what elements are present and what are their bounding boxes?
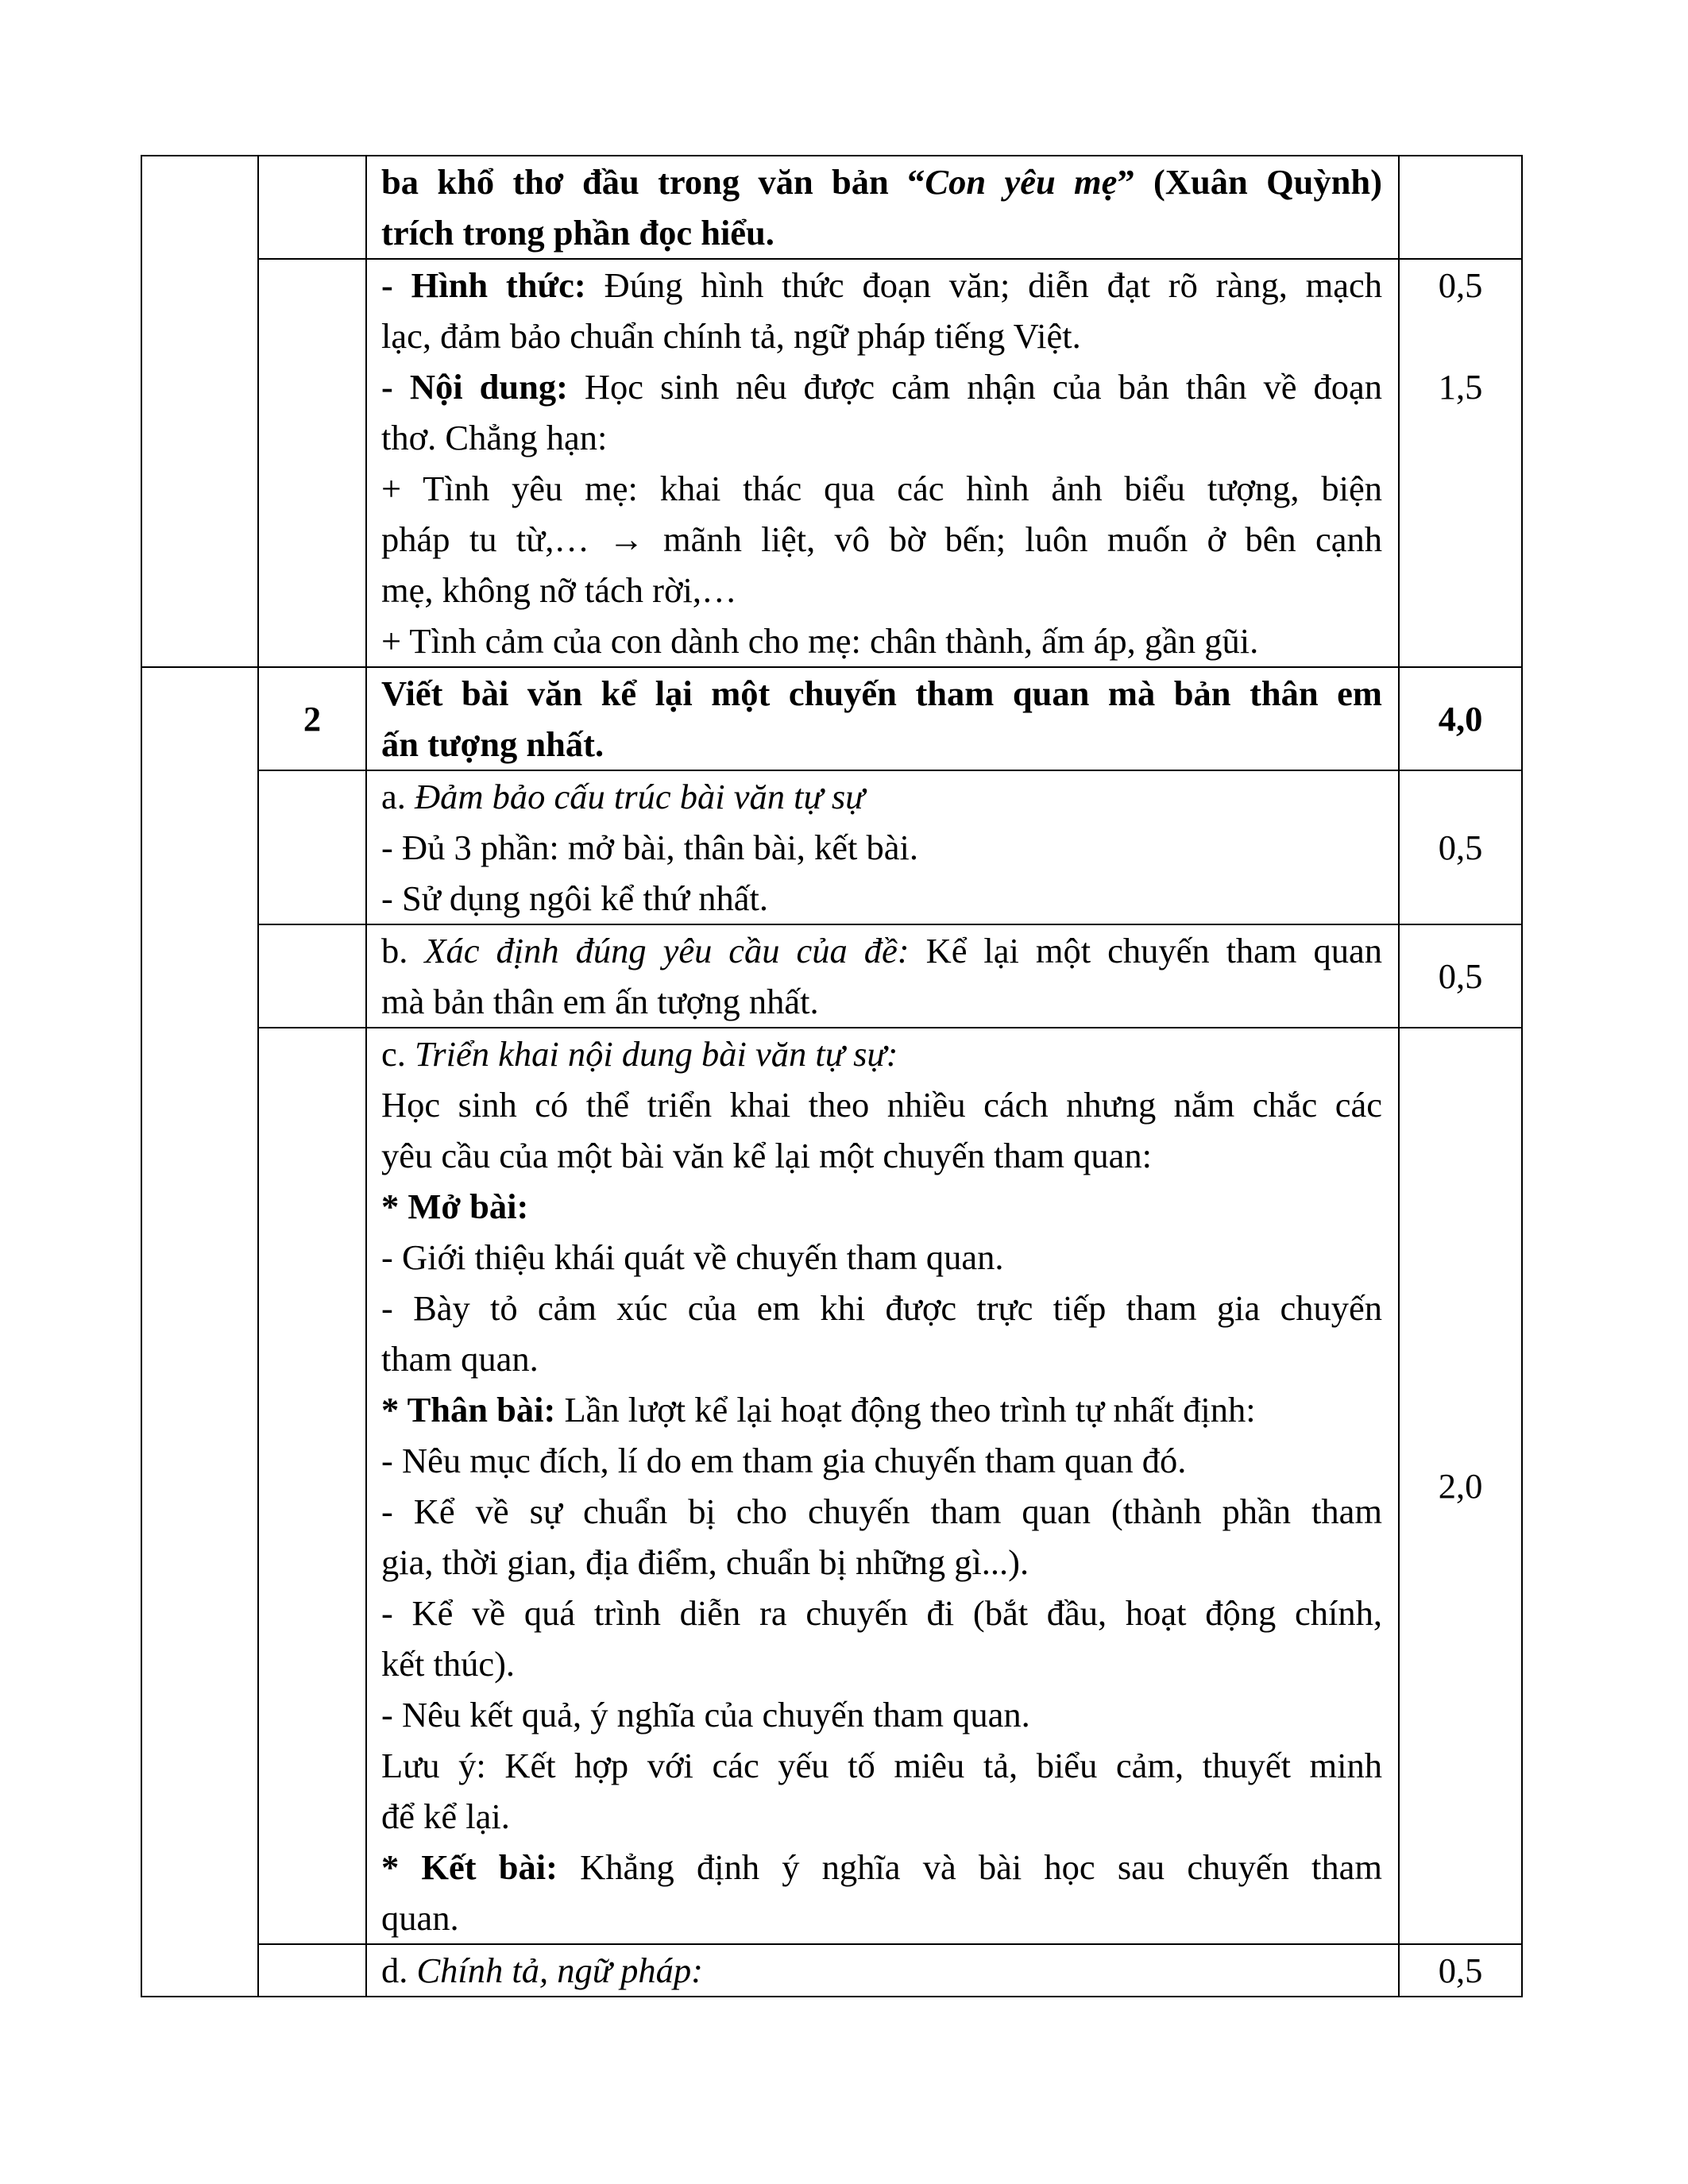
criterion-line: - Nêu mục đích, lí do em tham gia chuyến tham quan đó. <box>381 1441 1187 1480</box>
score-content: 1,5 <box>1438 367 1483 407</box>
criterion-line: * Thân bài: Lần lượt kể lại hoạt động theo trình tự nhất định: <box>381 1390 1256 1430</box>
form-line: - Hình thức: Đúng hình thức đoạn văn; diễn đạt rõ ràng, mạch <box>381 265 1382 305</box>
criterion-line: Học sinh có thể triển khai theo nhiều cách nhưng nắm chắc các <box>381 1085 1382 1125</box>
criterion-line: - Đủ 3 phần: mở bài, thân bài, kết bài. <box>381 828 919 867</box>
question-cell <box>258 259 366 667</box>
score-cell: 0,5 <box>1399 770 1522 924</box>
part-cell <box>141 156 258 667</box>
criteria-cell <box>366 1028 1399 1944</box>
criterion-line: kết thúc). <box>381 1644 516 1684</box>
criterion-line: - Kể về sự chuẩn bị cho chuyến tham quan (thành phần tham <box>381 1491 1382 1531</box>
table-row <box>141 259 1522 667</box>
criterion-title: d. Chính tả, ngữ pháp: <box>381 1951 703 1990</box>
question-cell <box>258 156 366 259</box>
task-line: ấn tượng nhất. <box>381 724 605 764</box>
question-cell <box>258 770 366 924</box>
score-cell: 0,5 <box>1399 924 1522 1028</box>
bullet-line: pháp tu từ,… → mãnh liệt, vô bờ bến; luôn muốn ở bên cạnh <box>381 519 1382 559</box>
criterion-line: - Sử dụng ngôi kể thứ nhất. <box>381 878 769 918</box>
score-form: 0,5 <box>1438 265 1483 305</box>
criterion-line: - Giới thiệu khái quát về chuyến tham quan. <box>381 1237 1004 1277</box>
question-cell <box>258 924 366 1028</box>
criterion-line: - Nêu kết quả, ý nghĩa của chuyến tham quan. <box>381 1695 1030 1734</box>
question-number: 2 <box>258 667 366 770</box>
grading-rubric-table <box>141 155 1523 1997</box>
bullet-line: + Tình cảm của con dành cho mẹ: chân thành, ấm áp, gần gũi. <box>381 621 1259 661</box>
table-row <box>141 667 1522 770</box>
score-cell <box>1399 259 1522 667</box>
criterion-line: - Kể về quá trình diễn ra chuyến đi (bắt đầu, hoạt động chính, <box>381 1593 1382 1633</box>
table-row <box>141 1944 1522 1997</box>
section-heading: * Mở bài: <box>381 1187 529 1226</box>
criterion-line: - Bày tỏ cảm xúc của em khi được trực tiếp tham gia chuyến <box>381 1288 1382 1328</box>
criterion-line: để kể lại. <box>381 1796 510 1836</box>
score-cell: 0,5 <box>1399 1944 1522 1997</box>
form-line: lạc, đảm bảo chuẩn chính tả, ngữ pháp tiếng Việt. <box>381 316 1081 356</box>
criteria-cell <box>366 156 1399 259</box>
table-row <box>141 1028 1522 1944</box>
task-line: trích trong phần đọc hiểu. <box>381 213 774 253</box>
criteria-cell <box>366 1944 1399 1997</box>
criteria-cell <box>366 924 1399 1028</box>
criteria-cell <box>366 667 1399 770</box>
table-row <box>141 924 1522 1028</box>
content-line: thơ. Chẳng hạn: <box>381 418 608 457</box>
criterion-line: Lưu ý: Kết hợp với các yếu tố miêu tả, biểu cảm, thuyết minh <box>381 1746 1382 1785</box>
table-row <box>141 770 1522 924</box>
criteria-cell <box>366 770 1399 924</box>
part-cell <box>141 667 258 1997</box>
criterion-line: yêu cầu của một bài văn kể lại một chuyến tham quan: <box>381 1136 1153 1175</box>
score-cell <box>1399 156 1522 259</box>
score-cell: 2,0 <box>1399 1028 1522 1944</box>
content-line: - Nội dung: Học sinh nêu được cảm nhận của bản thân về đoạn <box>381 367 1382 407</box>
task-line: Viết bài văn kể lại một chuyến tham quan mà bản thân em <box>381 673 1382 713</box>
question-cell <box>258 1944 366 1997</box>
task-line: ba khổ thơ đầu trong văn bản “Con yêu mẹ” (Xuân Quỳnh) <box>381 162 1383 202</box>
score-cell: 4,0 <box>1399 667 1522 770</box>
criterion-line: * Kết bài: Khẳng định ý nghĩa và bài học sau chuyến tham <box>381 1847 1382 1887</box>
criterion-title: b. Xác định đúng yêu cầu của đề: Kể lại một chuyến tham quan <box>381 931 1383 970</box>
criteria-cell <box>366 259 1399 667</box>
criterion-line: quan. <box>381 1898 459 1938</box>
bullet-line: mẹ, không nỡ tách rời,… <box>381 570 737 610</box>
criterion-line: mà bản thân em ấn tượng nhất. <box>381 982 819 1021</box>
criterion-line: tham quan. <box>381 1339 539 1379</box>
criterion-line: gia, thời gian, địa điểm, chuẩn bị những gì...). <box>381 1542 1029 1582</box>
criterion-title: a. Đảm bảo cấu trúc bài văn tự sự <box>381 777 865 816</box>
question-cell <box>258 1028 366 1944</box>
table-row <box>141 156 1522 259</box>
bullet-line: + Tình yêu mẹ: khai thác qua các hình ảnh biểu tượng, biện <box>381 469 1382 508</box>
criterion-title: c. Triển khai nội dung bài văn tự sự: <box>381 1034 898 1074</box>
